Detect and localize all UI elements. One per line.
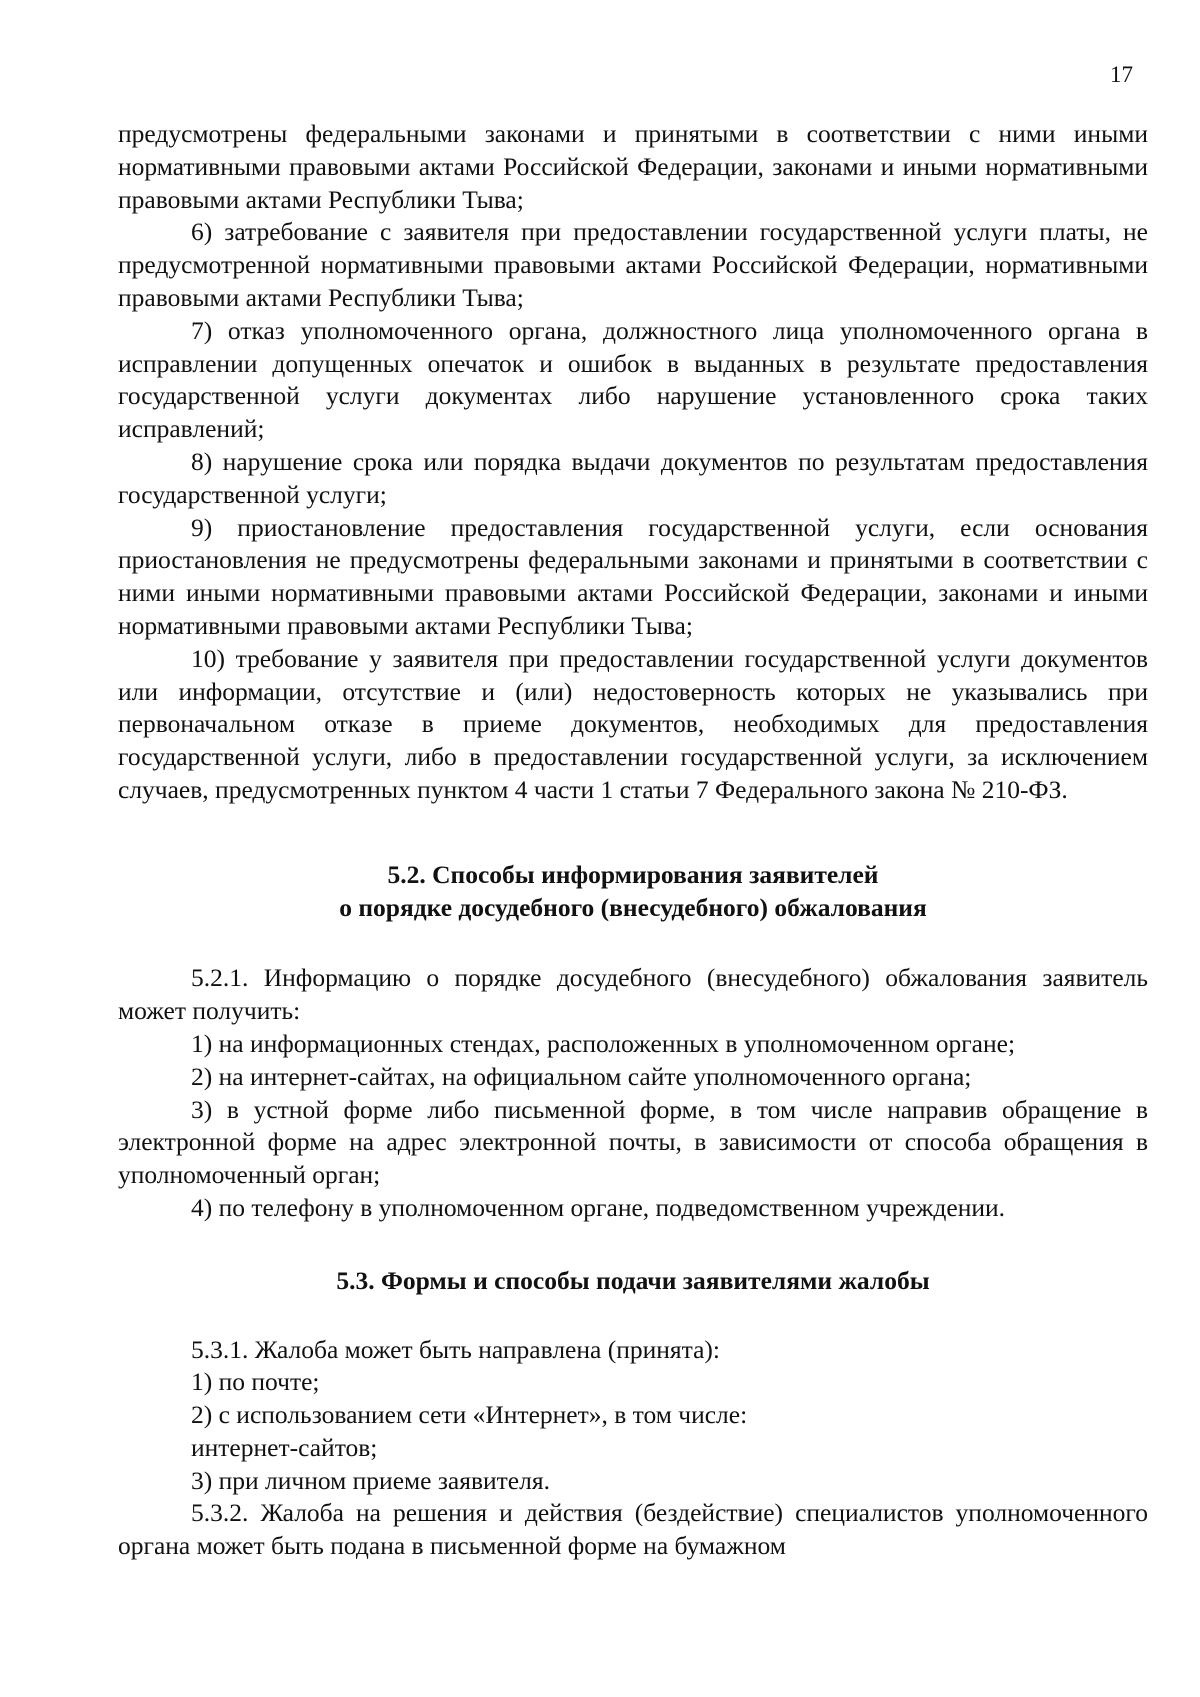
paragraph: 2) с использованием сети «Интернет», в том числе: — [191, 1400, 748, 1430]
paragraph: предусмотрены федеральными законами и принятыми в соответствии с ними иными нормативными правовыми актами Российской Федерации, законами и иными нормативными правовыми актами Республики Тыва; — [118, 119, 1148, 214]
paragraph: 10) требование у заявителя при предоставлении государственной услуги документов или информации, отсутствие и (или) недостоверность которых не указывались при первоначальном отказе в приеме документов, необходимых для предоставления государственной услуги, либо в предоставлении государственной услуги, за исключением случаев, предусмотренных пунктом 4 части 1 статьи 7 Федерального закона № 210-ФЗ. — [118, 643, 1148, 804]
heading-5-2-line2: о порядке досудебного (внесудебного) обжалования — [339, 892, 927, 922]
paragraph: 5.3.2. Жалоба на решения и действия (бездействие) специалистов уполномоченного органа может быть подана в письменной форме на бумажном — [118, 1498, 1148, 1561]
heading-5-2-line1: 5.2. Способы информирования заявителей — [387, 859, 879, 889]
document-body — [118, 118, 1148, 1563]
heading-5-3: 5.3. Формы и способы подачи заявителями жалобы — [336, 1265, 930, 1295]
paragraph: 4) по телефону в уполномоченном органе, подведомственном учреждении. — [191, 1192, 1006, 1222]
section-5-1-tail — [118, 118, 1148, 807]
paragraph: 5.3.1. Жалоба может быть направлена (принята): — [191, 1334, 720, 1364]
paragraph: 6) затребование с заявителя при предоставлении государственной услуги платы, не предусмотренной нормативными правовыми актами Российской Федерации, нормативными правовыми актами Республики Тыва; — [118, 217, 1148, 312]
paragraph: 7) отказ уполномоченного органа, должностного лица уполномоченного органа в исправлении допущенных опечаток и ошибок в выданных в результате предоставления государственной услуги документах либо нарушение установленного срока таких исправлений; — [118, 315, 1148, 444]
section-5-2 — [118, 962, 1148, 1224]
paragraph: 3) в устной форме либо письменной форме, в том числе направив обращение в электронной форме на адрес электронной почты, в зависимости от способа обращения в уполномоченный орган; — [118, 1094, 1148, 1190]
paragraph: 5.2.1. Информацию о порядке досудебного (внесудебного) обжалования заявитель может получить: — [118, 963, 1148, 1026]
paragraph: 9) приостановление предоставления государственной услуги, если основания приостановления не предусмотрены федеральными законами и принятыми в соответствии с ними иными нормативными правовыми актами Российской Федерации, законами и иными нормативными правовыми актами Республики Тыва; — [118, 512, 1148, 640]
paragraph: интернет-сайтов; — [191, 1432, 378, 1462]
paragraph: 8) нарушение срока или порядка выдачи документов по результатам предоставления государственной услуги; — [118, 446, 1148, 509]
paragraph: 2) на интернет-сайтах, на официальном сайте уполномоченного органа; — [191, 1061, 972, 1091]
section-5-3 — [118, 1334, 1148, 1564]
heading-5-2 — [118, 859, 1148, 925]
paragraph: 1) на информационных стендах, расположенных в уполномоченном органе; — [191, 1028, 1016, 1058]
paragraph: 3) при личном приеме заявителя. — [191, 1465, 550, 1495]
paragraph: 1) по почте; — [191, 1367, 320, 1397]
page-number: 17 — [1110, 62, 1133, 87]
